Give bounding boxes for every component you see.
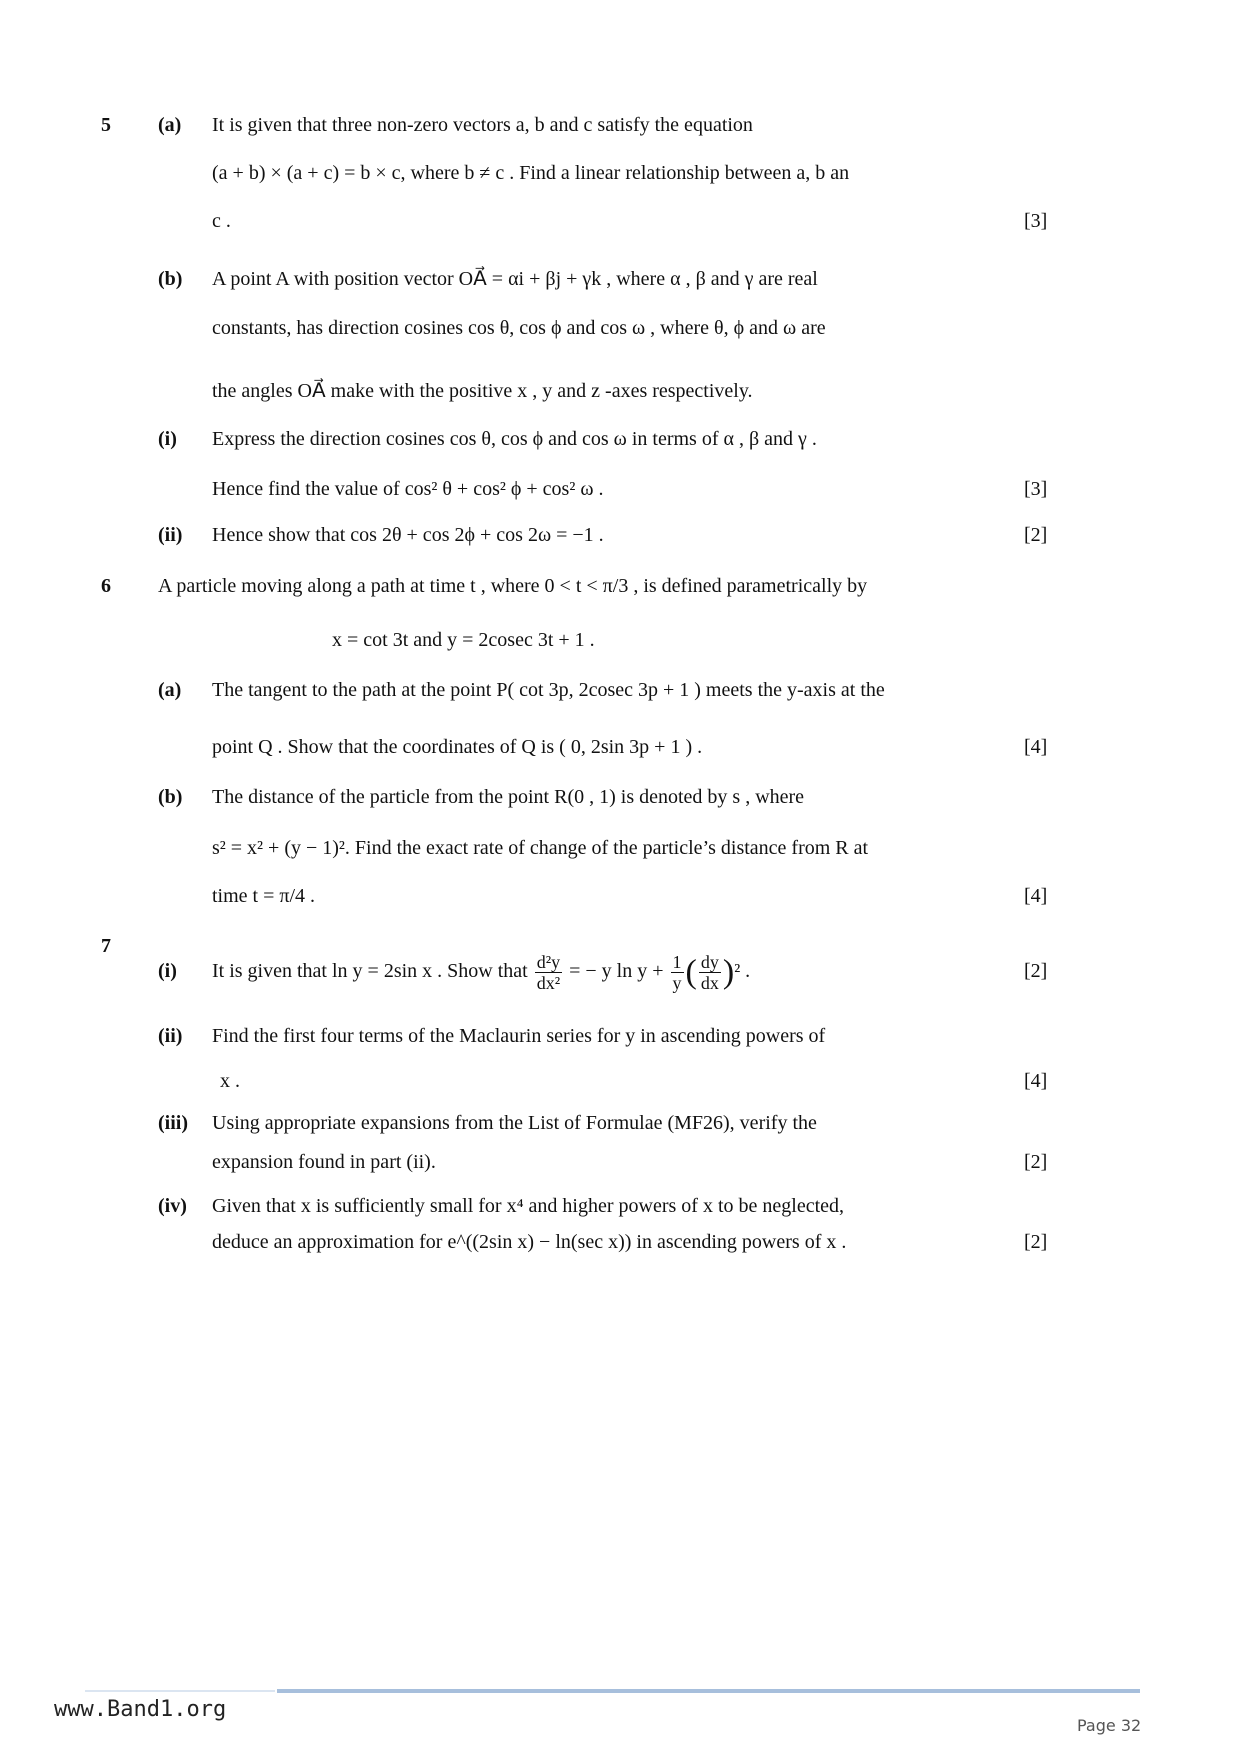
q5ii-line: Hence show that cos 2θ + cos 2ϕ + cos 2ω = −1 . xyxy=(212,524,604,546)
q5b-label: (b) xyxy=(158,268,183,290)
q5i-line-2: Hence find the value of cos² θ + cos² ϕ + cos² ω . xyxy=(212,478,604,500)
q6b-line-3: time t = π/4 . xyxy=(212,885,316,907)
q7i-dy-dx xyxy=(699,952,721,993)
q6a-line-1: The tangent to the path at the point P( cot 3p, 2cosec 3p + 1 ) meets the y-axis at the xyxy=(212,679,885,701)
frac-denominator: dx² xyxy=(536,972,561,993)
q5i-marks: [3] xyxy=(1024,478,1048,500)
q7ii-label: (ii) xyxy=(158,1025,183,1047)
frac-denominator: dx xyxy=(700,972,719,993)
q6-equations: x = cot 3t and y = 2cosec 3t + 1 . xyxy=(332,629,595,651)
q7ii-marks: [4] xyxy=(1024,1070,1048,1092)
q7iv-label: (iv) xyxy=(158,1195,187,1217)
q7i-text: It is given that ln y = 2sin x . Show that xyxy=(212,960,528,982)
q5b-line-3: the angles OA⃗ make with the positive x , y and z -axes respectively. xyxy=(212,380,753,402)
q7i-second-derivative xyxy=(535,952,562,993)
q5a-line-2: (a + b) × (a + c) = b × c, where b ≠ c . Find a linear relationship between a, b an xyxy=(212,162,850,184)
q7ii-line-1: Find the first four terms of the Maclaurin series for y in ascending powers of xyxy=(212,1025,826,1047)
q6a-line-2: point Q . Show that the coordinates of Q is ( 0, 2sin 3p + 1 ) . xyxy=(212,736,703,758)
question-6-number: 6 xyxy=(101,575,111,597)
q7i-label: (i) xyxy=(158,960,177,982)
question-5-number: 5 xyxy=(101,114,111,136)
q6b-line-2: s² = x² + (y − 1)². Find the exact rate of change of the particle’s distance from R at xyxy=(212,837,869,859)
q7iv-marks: [2] xyxy=(1024,1231,1048,1253)
footer-divider-light xyxy=(85,1690,275,1692)
footer-site-url: www.Band1.org xyxy=(54,1697,227,1722)
page-number: Page 32 xyxy=(1077,1716,1142,1735)
q7i-mid: = − y ln y + xyxy=(569,960,664,982)
q7i-marks: [2] xyxy=(1024,960,1048,982)
q7iii-line-2: expansion found in part (ii). xyxy=(212,1151,436,1173)
question-7-number: 7 xyxy=(101,935,111,957)
q7iii-label: (iii) xyxy=(158,1112,188,1134)
footer-divider xyxy=(277,1689,1140,1693)
q5b-line-2: constants, has direction cosines cos θ, cos ϕ and cos ω , where θ, ϕ and ω are xyxy=(212,317,826,339)
q5a-line-1: It is given that three non-zero vectors a, b and c satisfy the equation xyxy=(212,114,753,136)
q5a-line-3: c . xyxy=(212,210,231,232)
q5a-marks: [3] xyxy=(1024,210,1048,232)
frac-denominator: y xyxy=(672,972,682,993)
q7iii-marks: [2] xyxy=(1024,1151,1048,1173)
q7iv-line-1: Given that x is sufficiently small for x⁴ and higher powers of x to be neglected, xyxy=(212,1195,845,1217)
q5a-label: (a) xyxy=(158,114,182,136)
q5i-line-1: Express the direction cosines cos θ, cos ϕ and cos ω in terms of α , β and γ . xyxy=(212,428,817,450)
q5b-line-1: A point A with position vector OA⃗ = αi + βj + γk , where α , β and γ are real xyxy=(212,268,818,290)
q6b-marks: [4] xyxy=(1024,885,1048,907)
q7ii-line-2: x . xyxy=(220,1070,240,1092)
q6a-label: (a) xyxy=(158,679,182,701)
q7i-line: It is given that ln y = 2sin x . Show that $\frac{\text{d²y}}{\text{dx²}}$ = − y ln y + $\frac{1}{y}$ ( $\frac{dy}{dx}$ )² . xyxy=(212,951,751,993)
q7iv-line-2: deduce an approximation for e^((2sin x) − ln(sec x)) in ascending powers of x . xyxy=(212,1231,847,1253)
q5ii-label: (ii) xyxy=(158,524,183,546)
q7i-one-over-y xyxy=(671,952,684,993)
frac-numerator: dy xyxy=(700,951,719,972)
q6b-line-1: The distance of the particle from the point R(0 , 1) is denoted by s , where xyxy=(212,786,805,808)
frac-numerator: d²y xyxy=(536,951,561,972)
q5ii-marks: [2] xyxy=(1024,524,1048,546)
q6a-marks: [4] xyxy=(1024,736,1048,758)
q7i-tail: ² . xyxy=(734,960,751,982)
q5i-label: (i) xyxy=(158,428,177,450)
q7iii-line-1: Using appropriate expansions from the List of Formulae (MF26), verify the xyxy=(212,1112,817,1134)
q6b-label: (b) xyxy=(158,786,183,808)
frac-numerator: 1 xyxy=(672,951,682,972)
q6-intro: A particle moving along a path at time t , where 0 < t < π/3 , is defined parametrically by xyxy=(158,575,868,597)
